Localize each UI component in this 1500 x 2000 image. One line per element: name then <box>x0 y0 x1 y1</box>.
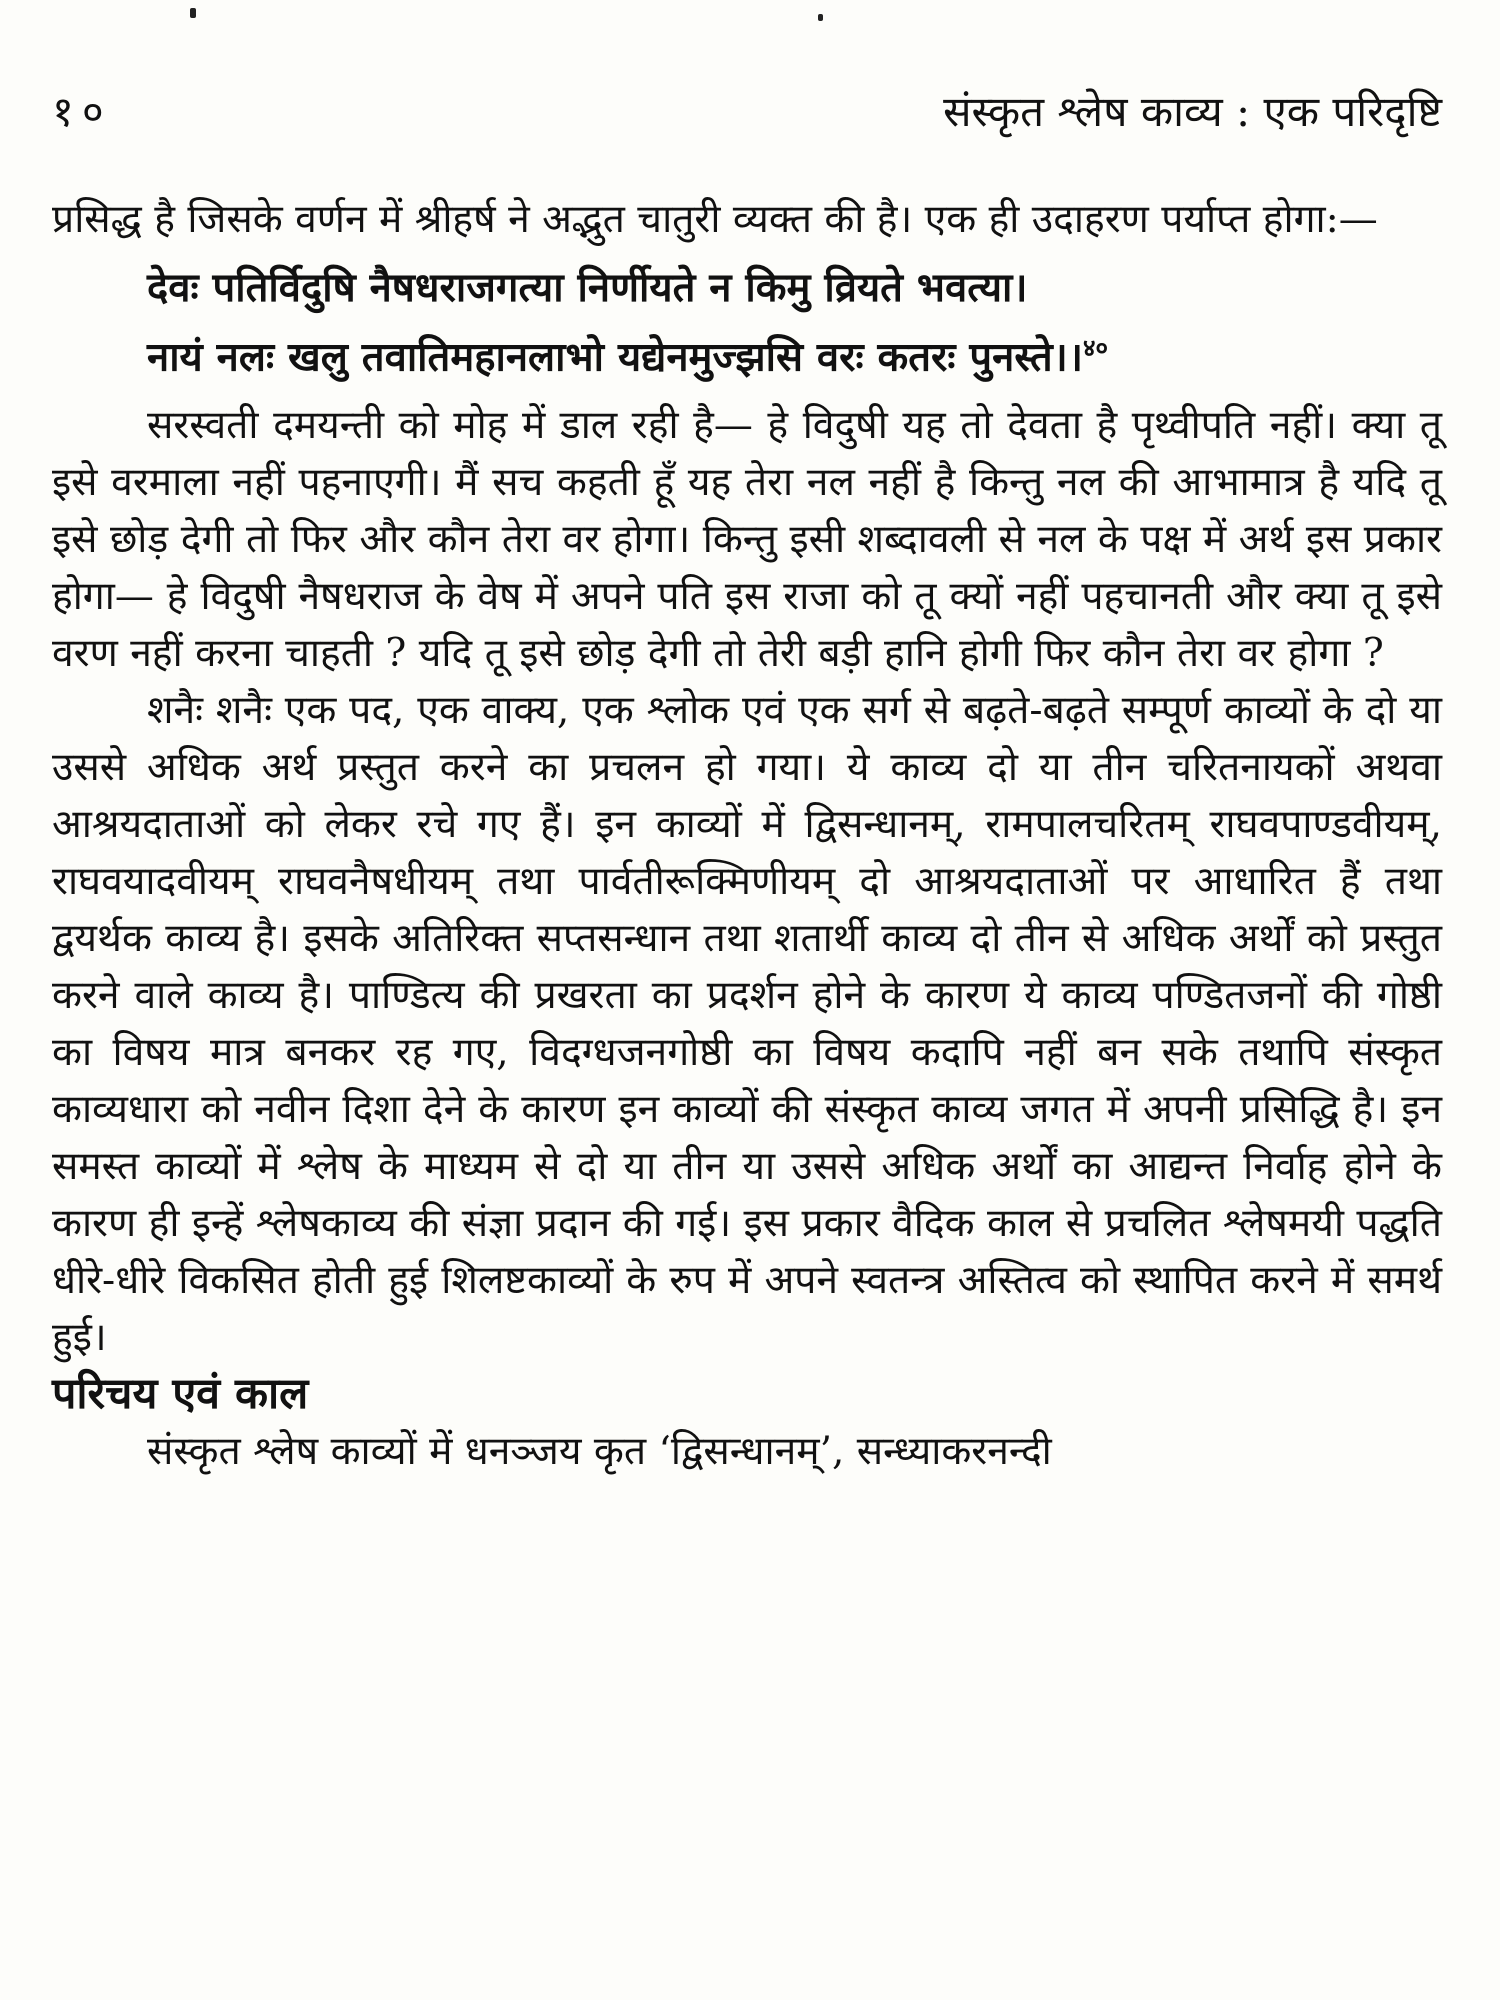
verse-line-2: नायं नलः खलु तवातिमहानलाभो यद्येनमुज्झसि वरः कतरः पुनस्ते।।$^{४०}$ <box>147 333 1108 381</box>
section-heading-parichay: परिचय एवं काल <box>52 1369 309 1420</box>
paragraph-shanaih: शनैः शनैः एक पद, एक वाक्य, एक श्लोक एवं एक सर्ग से बढ़ते-बढ़ते सम्पूर्ण काव्यों के दो या उससे अधिक अर्थ प्रस्तुत करने का प्रचलन हो गया। ये काव्य दो या तीन चरितनायकों अथवा आश्रयदाताओं को लेकर रचे गए हैं। इन काव्यों में द्विसन्धानम्, रामपालचरितम् राघवपाण्डवीयम्, राघवयादवीयम् राघवनैषधीयम् तथा पार्वतीरूक्मिणीयम् दो आश्रयदाताओं पर आधारित हैं तथा द्वयर्थक काव्य है। इसके अतिरिक्त सप्तसन्धान तथा शतार्थी काव्य दो तीन से अधिक अर्थों को प्रस्तुत करने वाले काव्य है। पाण्डित्य की प्रखरता का प्रदर्शन होने के कारण ये काव्य पण्डितजनों की गोष्ठी का विषय मात्र बनकर रह गए, विदग्धजनगोष्ठी का विषय कदापि नहीं बन सके तथापि संस्कृत काव्यधारा को नवीन दिशा देने के कारण इन काव्यों की संस्कृत काव्य जगत में अपनी प्रसिद्धि है। इन समस्त काव्यों में श्लेष के माध्यम से दो या तीन या उससे अधिक अर्थों का आद्यन्त निर्वाह होने के कारण ही इन्हें श्लेषकाव्य की संज्ञा प्रदान की गई। इस प्रकार वैदिक काल से प्रचलित श्लेषमयी पद्धति धीरे-धीरे विकसित होती हुई शिलष्टकाव्यों के रुप में अपने स्वतन्त्र अस्तित्व को स्थापित करने में समर्थ हुई। <box>52 688 1442 1361</box>
paragraph-saraswati: सरस्वती दमयन्ती को मोह में डाल रही है— हे विदुषी यह तो देवता है पृथ्वीपति नहीं। क्या तू इसे वरमाला नहीं पहनाएगी। मैं सच कहती हूँ यह तेरा नल नहीं है किन्तु नल की आभामात्र है यदि तू इसे छोड़ देगी तो फिर और कौन तेरा वर होगा। किन्तु इसी शब्दावली से नल के पक्ष में अर्थ इस प्रकार होगा— हे विदुषी नैषधराज के वेष में अपने पति इस राजा को तू क्यों नहीं पहचानती और क्या तू इसे वरण नहीं करना चाहती ? यदि तू इसे छोड़ देगी तो तेरी बड़ी हानि होगी फिर कौन तेरा वर होगा ? <box>52 403 1442 677</box>
paragraph-intro: प्रसिद्ध है जिसके वर्णन में श्रीहर्ष ने अद्भुत चातुरी व्यक्त की है। एक ही उदाहरण पर्याप्त होगा:— <box>52 197 1378 242</box>
page-header <box>52 82 1442 139</box>
scan-artifact <box>190 8 196 18</box>
verse-line-1: देवः पतिर्विदुषि नैषधराजगत्या निर्णीयते न किमु व्रियते भवत्या। <box>147 264 1028 311</box>
page-number: १० <box>52 87 112 136</box>
footnote-marker: ४० <box>1083 333 1108 362</box>
sanskrit-verse <box>147 258 1442 387</box>
paragraph-parichay: संस्कृत श्लेष काव्यों में धनञ्जय कृत ‘द्विसन्धानम्’, सन्ध्याकरनन्दी <box>147 1429 1052 1475</box>
running-header-title: संस्कृत श्लेष काव्य : एक परिदृष्टि <box>943 87 1442 136</box>
scan-artifact <box>818 14 823 21</box>
page-body <box>52 191 1442 1480</box>
